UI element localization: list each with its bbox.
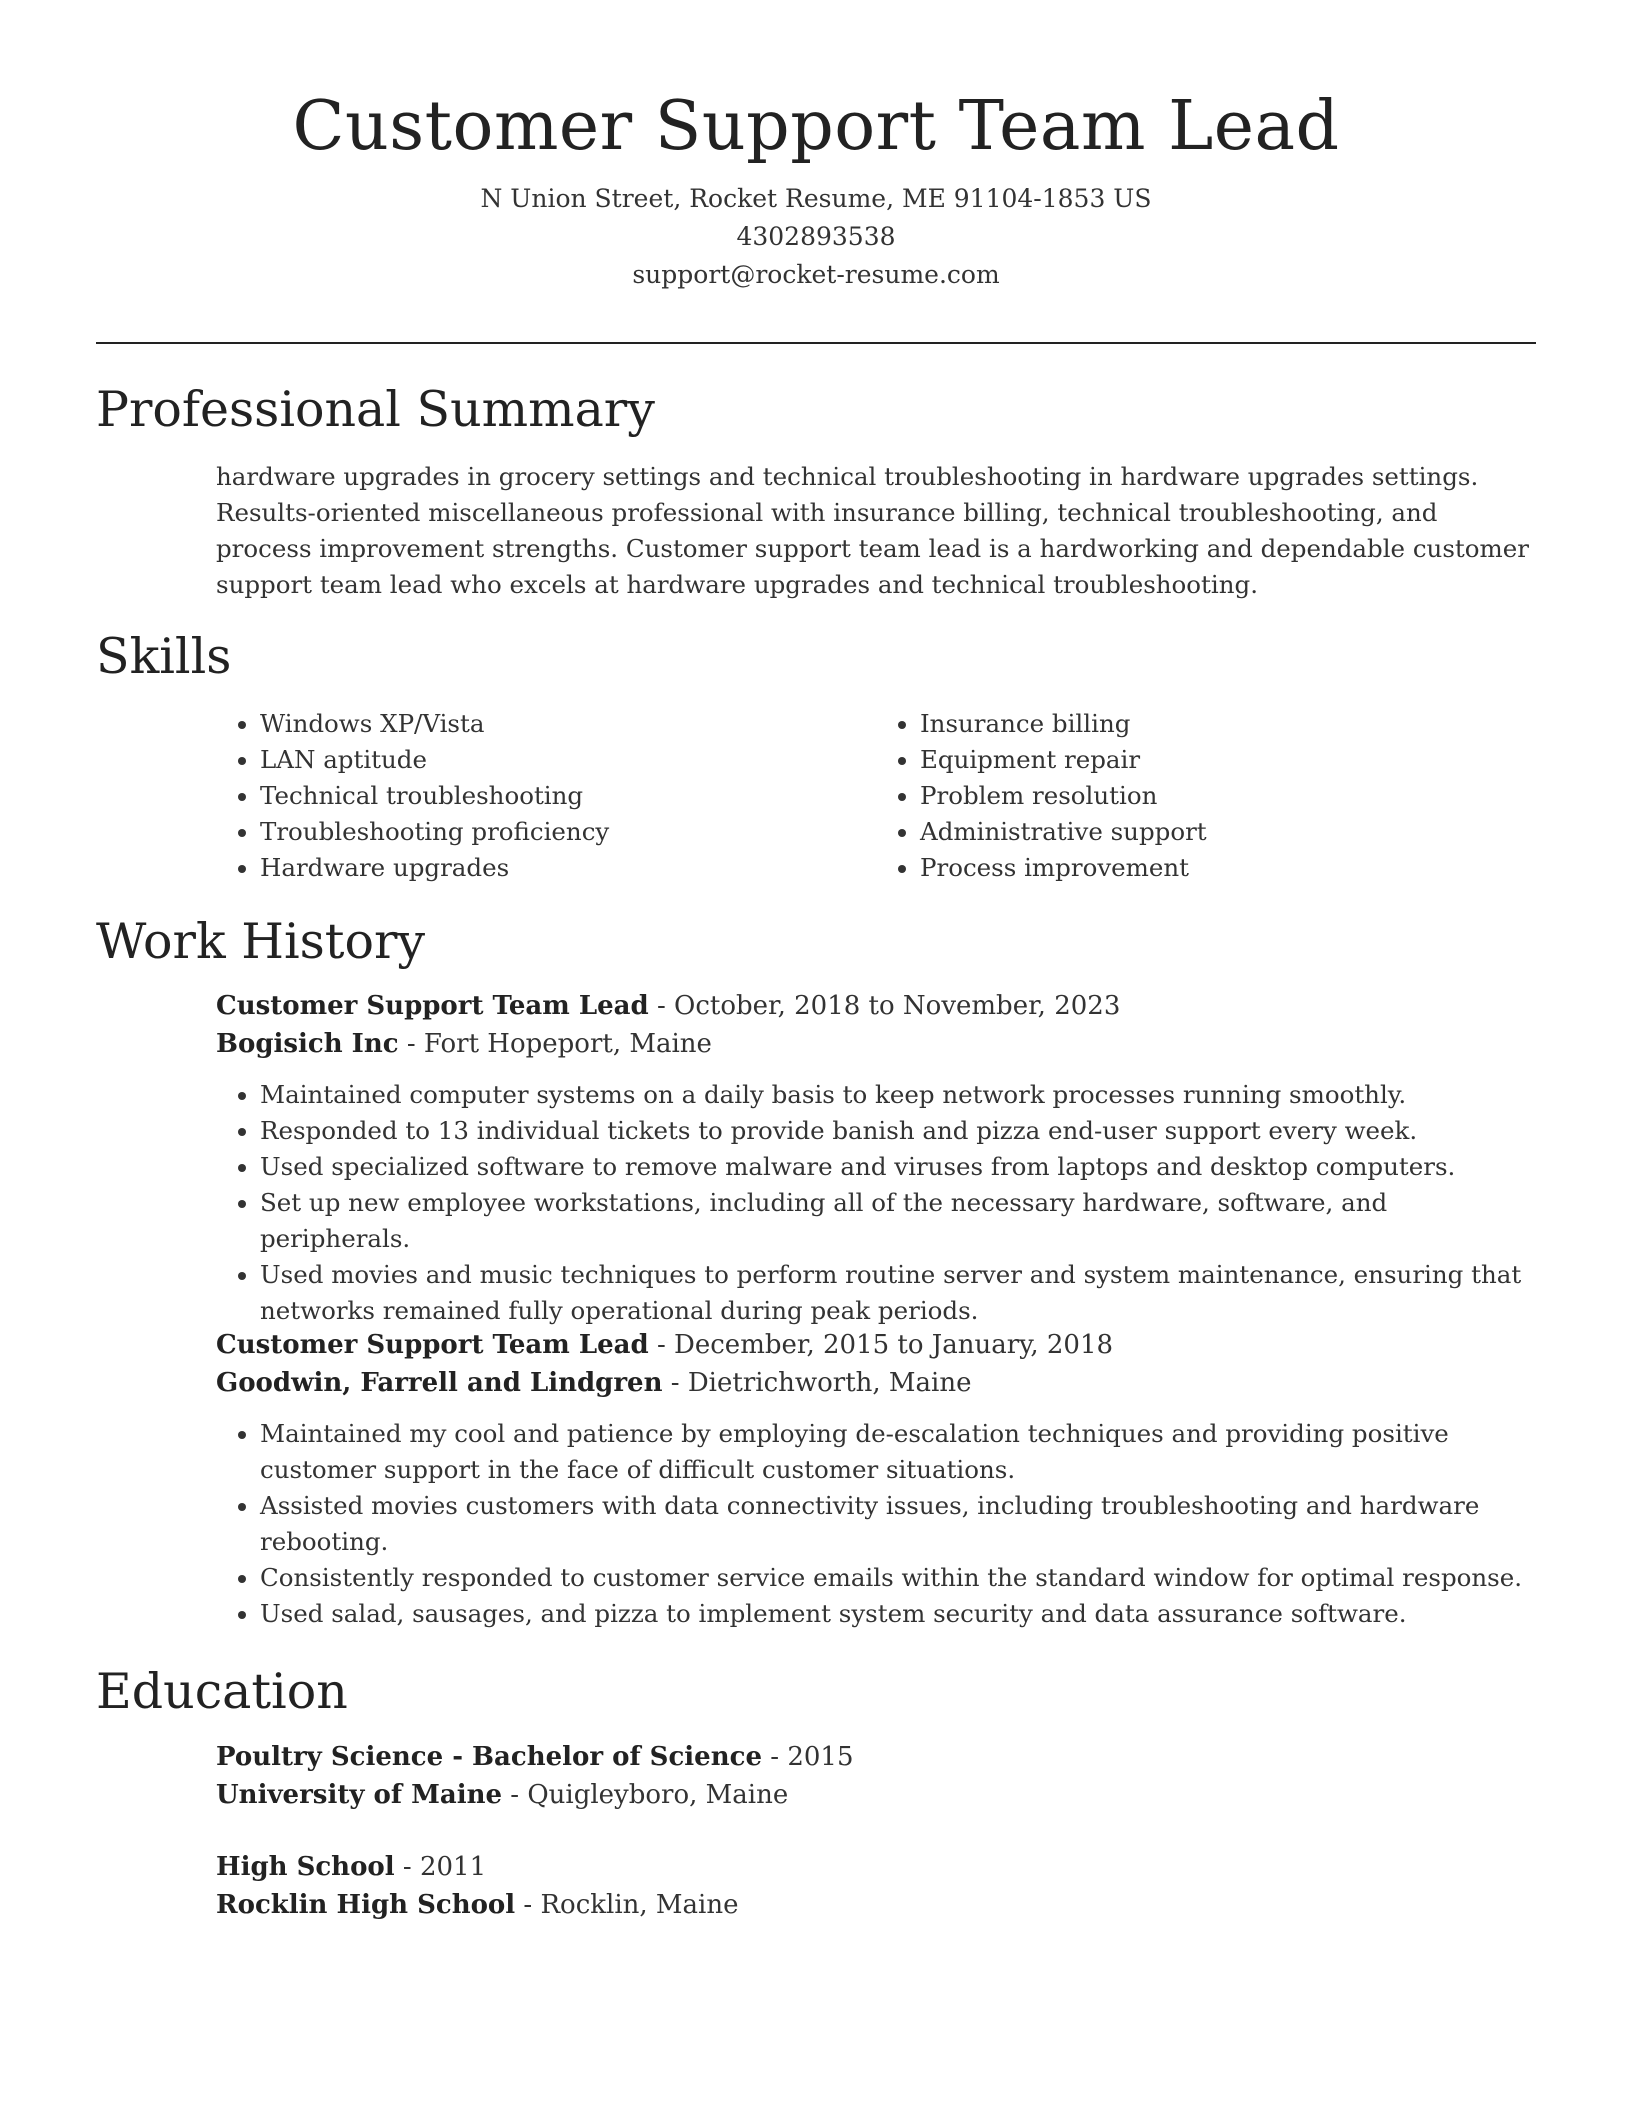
skill-item: • Problem resolution xyxy=(920,778,1536,814)
work-history-heading: Work History xyxy=(96,913,426,970)
job-entry xyxy=(216,1326,1536,1632)
email: support@rocket-resume.com xyxy=(632,260,1000,289)
job-title: Customer Support Team Lead xyxy=(216,1330,649,1360)
education-degree-line xyxy=(216,1848,1536,1886)
education-degree: High School xyxy=(216,1852,395,1882)
job-company: Bogisich Inc xyxy=(216,1029,399,1059)
job-dates: - October, 2018 to November, 2023 xyxy=(648,991,1121,1021)
job-bullet: • Consistently responded to customer service emails within the standard window for optimal response. xyxy=(260,1560,1536,1596)
education-degree: Poultry Science - Bachelor of Science xyxy=(216,1742,762,1772)
education-heading: Education xyxy=(96,1663,348,1720)
job-bullets xyxy=(216,1077,1536,1329)
job-entry xyxy=(216,987,1536,1329)
education-location: - Rocklin, Maine xyxy=(515,1890,739,1920)
skill-item: • Insurance billing xyxy=(920,706,1536,742)
job-company: Goodwin, Farrell and Lindgren xyxy=(216,1368,663,1398)
skill-item: • Hardware upgrades xyxy=(260,850,876,886)
job-bullet: • Maintained my cool and patience by employing de-escalation techniques and providing positive customer support in the face of difficult customer situations. xyxy=(260,1416,1536,1488)
education-degree-line xyxy=(216,1738,1536,1776)
job-org-line xyxy=(216,1025,1536,1063)
summary-heading: Professional Summary xyxy=(96,381,655,438)
skills-column-left xyxy=(216,706,876,886)
job-bullet: • Maintained computer systems on a daily basis to keep network processes running smoothly. xyxy=(260,1077,1536,1113)
skill-item: • Equipment repair xyxy=(920,742,1536,778)
job-bullet: • Assisted movies customers with data connectivity issues, including troubleshooting and hardware rebooting. xyxy=(260,1488,1536,1560)
phone: 4302893538 xyxy=(736,222,896,251)
education-school: University of Maine xyxy=(216,1780,503,1810)
education-year: - 2015 xyxy=(762,1742,854,1772)
skill-item: • Technical troubleshooting xyxy=(260,778,876,814)
job-bullet: • Used movies and music techniques to perform routine server and system maintenance, ensuring that networks remained fully operational during peak periods. xyxy=(260,1257,1536,1329)
education-location: - Quigleyboro, Maine xyxy=(502,1780,789,1810)
address: N Union Street, Rocket Resume, ME 91104-1853 US xyxy=(480,184,1152,213)
education-year: - 2011 xyxy=(394,1852,487,1882)
skill-item: • Administrative support xyxy=(920,814,1536,850)
skill-item: • Windows XP/Vista xyxy=(260,706,876,742)
summary-block xyxy=(216,459,1536,603)
candidate-name: Customer Support Team Lead xyxy=(292,87,1340,166)
skills-heading: Skills xyxy=(96,628,232,685)
resume-header xyxy=(96,86,1536,294)
job-bullet: • Used salad, sausages, and pizza to implement system security and data assurance software. xyxy=(260,1596,1536,1632)
job-dates: - December, 2015 to January, 2018 xyxy=(648,1330,1114,1360)
job-title-line xyxy=(216,987,1536,1025)
job-bullets xyxy=(216,1416,1536,1632)
job-title: Customer Support Team Lead xyxy=(216,991,649,1021)
education-entry xyxy=(216,1848,1536,1924)
job-org-line xyxy=(216,1364,1536,1402)
skill-item: • LAN aptitude xyxy=(260,742,876,778)
skills-list xyxy=(216,706,1536,886)
skill-item: • Troubleshooting proficiency xyxy=(260,814,876,850)
education-school: Rocklin High School xyxy=(216,1890,516,1920)
education-school-line xyxy=(216,1886,1536,1924)
contact-block xyxy=(96,180,1536,294)
skill-item: • Process improvement xyxy=(920,850,1536,886)
job-bullet: • Responded to 13 individual tickets to provide banish and pizza end-user support every week. xyxy=(260,1113,1536,1149)
job-bullet: • Used specialized software to remove malware and viruses from laptops and desktop computers. xyxy=(260,1149,1536,1185)
job-title-line xyxy=(216,1326,1536,1364)
job-bullet: • Set up new employee workstations, including all of the necessary hardware, software, and peripherals. xyxy=(260,1185,1536,1257)
header-divider xyxy=(96,342,1536,344)
summary-text: hardware upgrades in grocery settings and technical troubleshooting in hardware upgrades settings. Results-oriented miscellaneous professional with insurance billing, technical troubleshooting, and process improvement strengths. Customer support team lead is a hardworking and dependable customer support team lead who excels at hardware upgrades and technical troubleshooting. xyxy=(216,462,1529,599)
education-entry xyxy=(216,1738,1536,1814)
skills-column-right xyxy=(876,706,1536,886)
education-school-line xyxy=(216,1776,1536,1814)
job-location: - Dietrichworth, Maine xyxy=(662,1368,972,1398)
job-location: - Fort Hopeport, Maine xyxy=(398,1029,712,1059)
